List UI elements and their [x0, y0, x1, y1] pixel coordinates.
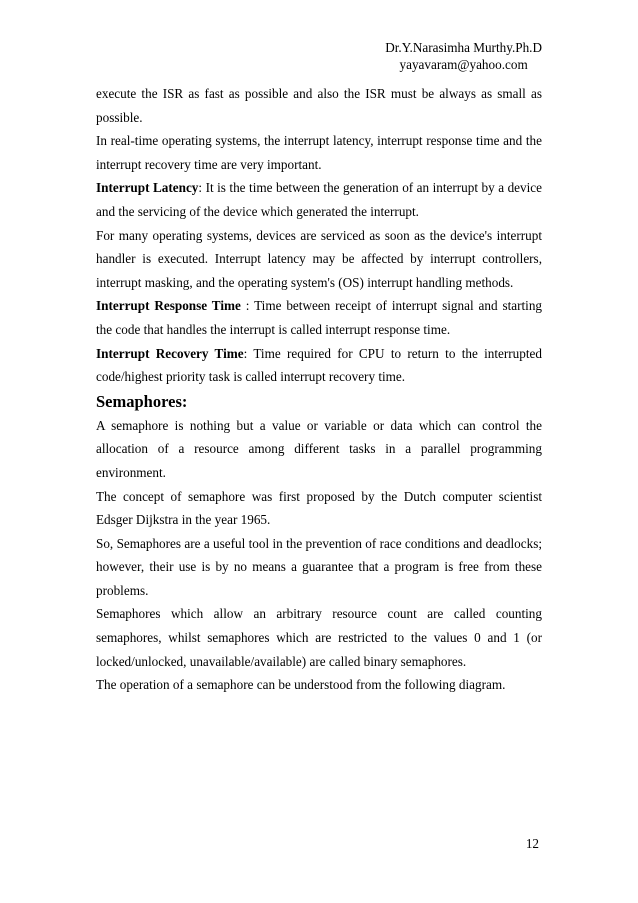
body-text [96, 82, 542, 697]
definition-interrupt-latency: : It is the time between the generation of an interrupt by a device and the servicing of the device which generated the interrupt. [96, 180, 542, 219]
paragraph-semaphore-types: Semaphores which allow an arbitrary resource count are called counting semaphores, whilst semaphores which are restricted to the values 0 and 1 (or locked/unlocked, unavailable/available) are called binary semaphores. [96, 606, 542, 669]
paragraph-diagram-intro: The operation of a semaphore can be understood from the following diagram. [96, 677, 506, 693]
definition-interrupt-recovery-time: : Time required for CPU to return to the interrupted code/highest priority task is called interrupt recovery time. [96, 345, 542, 385]
paragraph-semaphore-definition: A semaphore is nothing but a value or variable or data which can control the allocation of a resource among different tasks in a parallel programming environment. [96, 417, 542, 480]
section-heading-semaphores: Semaphores: [96, 391, 188, 411]
paragraph-interrupt-recovery-time [96, 342, 542, 389]
term-interrupt-response-time: Interrupt Response Time [96, 298, 241, 314]
author-name: Dr.Y.Narasimha Murthy.Ph.D [385, 40, 542, 55]
author-email: yayavaram@yahoo.com [399, 57, 528, 72]
paragraph-interrupt-latency [96, 176, 542, 223]
paragraph-interrupt-response-time [96, 294, 542, 341]
term-interrupt-latency: Interrupt Latency [96, 180, 199, 196]
term-interrupt-recovery-time: Interrupt Recovery Time [96, 345, 244, 361]
definition-interrupt-response-time: : Time between receipt of interrupt signal and starting the code that handles the interrupt is called interrupt response time. [96, 298, 543, 337]
paragraph-semaphore-history: The concept of semaphore was first proposed by the Dutch computer scientist Edsger Dijkstra in the year 1965. [96, 488, 542, 528]
paragraph-semaphore-usefulness: So, Semaphores are a useful tool in the prevention of race conditions and deadlocks; however, their use is by no means a guarantee that a program is free from these problems. [96, 535, 542, 598]
page-header [385, 39, 542, 73]
paragraph-latency-factors: For many operating systems, devices are serviced as soon as the device's interrupt handler is executed. Interrupt latency may be affected by interrupt controllers, interrupt masking, and the operating system's (OS) interrupt handling methods. [96, 227, 542, 290]
paragraph-isr-continuation: execute the ISR as fast as possible and also the ISR must be always as small as possible. [96, 86, 542, 125]
paragraph-rtos-intro: In real-time operating systems, the interrupt latency, interrupt response time and the interrupt recovery time are very important. [96, 133, 542, 172]
page-number: 12 [525, 836, 539, 851]
